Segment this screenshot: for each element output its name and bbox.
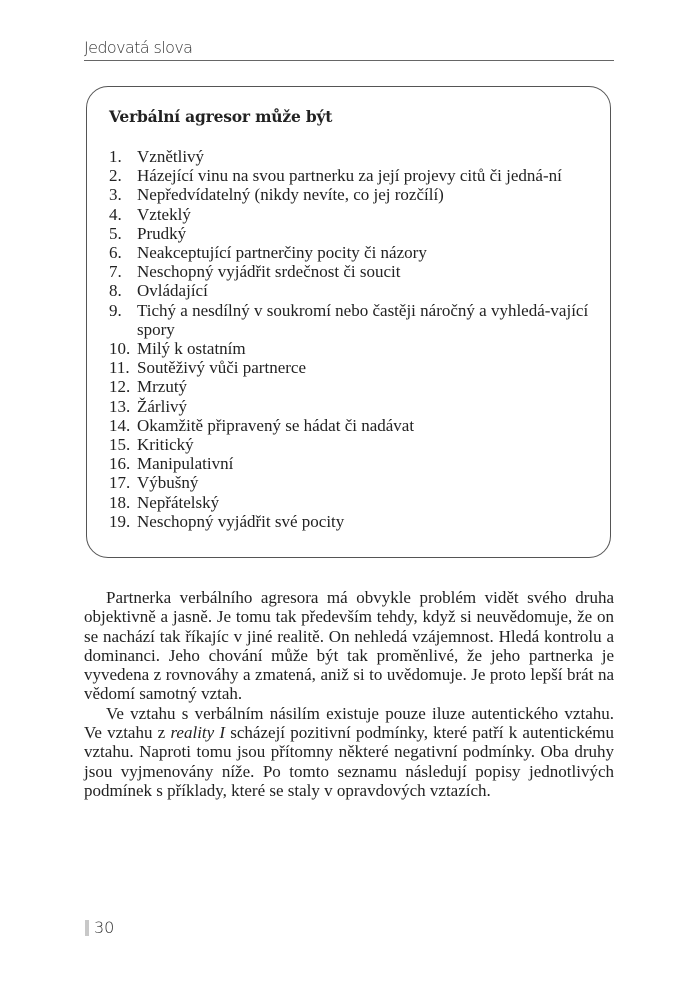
list-item-number: 17. <box>109 473 131 493</box>
paragraph-text: scházejí pozitivní podmínky, které patří k autentickému vztahu. Naproti tomu jsou přítomny některé negativní podmínky. Oba druhy jsou vyjmenovány níže. Po tomto seznamu následují popisy jednotlivých podmínek s příklady, které se staly v opravdových vztazích. <box>84 723 615 800</box>
list-item <box>109 339 589 358</box>
list-item-text: Žárlivý <box>137 396 188 416</box>
list-item-text: Neschopný vyjádřit srdečnost či soucit <box>137 262 401 282</box>
list-item-text: Tichý a nesdílný v soukromí nebo častěji náročný a vyhledá-vající spory <box>137 300 589 339</box>
trait-list <box>109 147 589 531</box>
list-item <box>109 147 589 166</box>
paragraph: Partnerka verbálního agresora má obvykle problém vidět svého druha objektivně a jasně. Je tomu tak především tehdy, když si neuvědomuje, že on se nachází tak říkajíc v jiné realitě. On nehledá vzájemnost. Hledá kontrolu a dominanci. Jeho chování může být tak proměnlivé, že jeho partnerka je vyvedena z rovnováhy a zmatená, aniž si to uvědomuje. Je proto lepší brát na vědomí samotný vztah. <box>84 588 614 704</box>
list-item <box>109 416 589 435</box>
list-item <box>109 435 589 454</box>
box-title: Verbální agresor může být <box>109 107 333 126</box>
list-item <box>109 358 589 377</box>
body-text <box>84 588 615 800</box>
list-item-text: Vznětlivý <box>137 147 205 166</box>
paragraph <box>84 704 614 800</box>
list-item-number: 14. <box>109 415 131 435</box>
list-item-number: 16. <box>109 454 131 474</box>
list-item-number: 8. <box>109 281 122 301</box>
list-item <box>109 166 589 185</box>
list-item-text: Okamžitě připravený se hádat či nadávat <box>137 415 415 435</box>
page-number <box>85 918 114 937</box>
list-item-text: Milý k ostatním <box>137 339 246 359</box>
list-item-number: 10. <box>109 339 131 359</box>
list-item-text: Házející vinu na svou partnerku za její projevy citů či jedná-ní <box>137 166 562 186</box>
paragraph-text: Ve vztahu s verbálním násilím existuje pouze iluze autentického vztahu. Ve vztahu z <box>84 703 614 743</box>
list-item <box>109 397 589 416</box>
list-item-number: 7. <box>109 262 122 282</box>
list-item-text: Soutěživý vůči partnerce <box>137 358 306 378</box>
list-item-number: 3. <box>109 185 122 205</box>
list-item-number: 9. <box>109 300 122 320</box>
list-item-text: Ovládající <box>137 281 208 301</box>
list-item <box>109 262 589 281</box>
emphasis: reality I <box>170 723 226 743</box>
list-item <box>109 512 589 531</box>
list-item-number: 6. <box>109 243 122 263</box>
list-item-number: 1. <box>109 147 122 166</box>
page-number-text: 30 <box>94 918 115 937</box>
list-item-text: Manipulativní <box>137 454 234 474</box>
list-item <box>109 454 589 473</box>
list-item-text: Vzteklý <box>137 204 191 224</box>
list-item <box>109 243 589 262</box>
list-item-text: Kritický <box>137 435 194 455</box>
list-item-number: 15. <box>109 435 131 455</box>
list-item <box>109 301 589 339</box>
sidebar-box <box>86 86 611 558</box>
list-item-number: 5. <box>109 223 122 243</box>
list-item-text: Prudký <box>137 223 187 243</box>
list-item <box>109 185 589 204</box>
list-item-text: Nepřátelský <box>137 492 220 512</box>
list-item <box>109 493 589 512</box>
list-item-number: 13. <box>109 396 131 416</box>
list-item <box>109 473 589 492</box>
list-item-number: 19. <box>109 511 131 531</box>
list-item-text: Nepředvídatelný (nikdy nevíte, co jej rozčílí) <box>137 185 444 205</box>
list-item-number: 11. <box>109 358 130 378</box>
list-item-text: Mrzutý <box>137 377 188 397</box>
list-item <box>109 205 589 224</box>
list-item-text: Neakceptující partnerčiny pocity či názory <box>137 243 427 263</box>
list-item <box>109 281 589 300</box>
list-item-text: Neschopný vyjádřit své pocity <box>137 511 345 531</box>
list-item-number: 2. <box>109 166 122 186</box>
list-item <box>109 377 589 396</box>
list-item-number: 4. <box>109 204 122 224</box>
list-item <box>109 224 589 243</box>
folio-bar-decoration <box>85 920 89 936</box>
list-item-number: 18. <box>109 492 131 512</box>
list-item-text: Výbušný <box>137 473 199 493</box>
running-head: Jedovatá slova <box>84 38 614 61</box>
list-item-number: 12. <box>109 377 131 397</box>
